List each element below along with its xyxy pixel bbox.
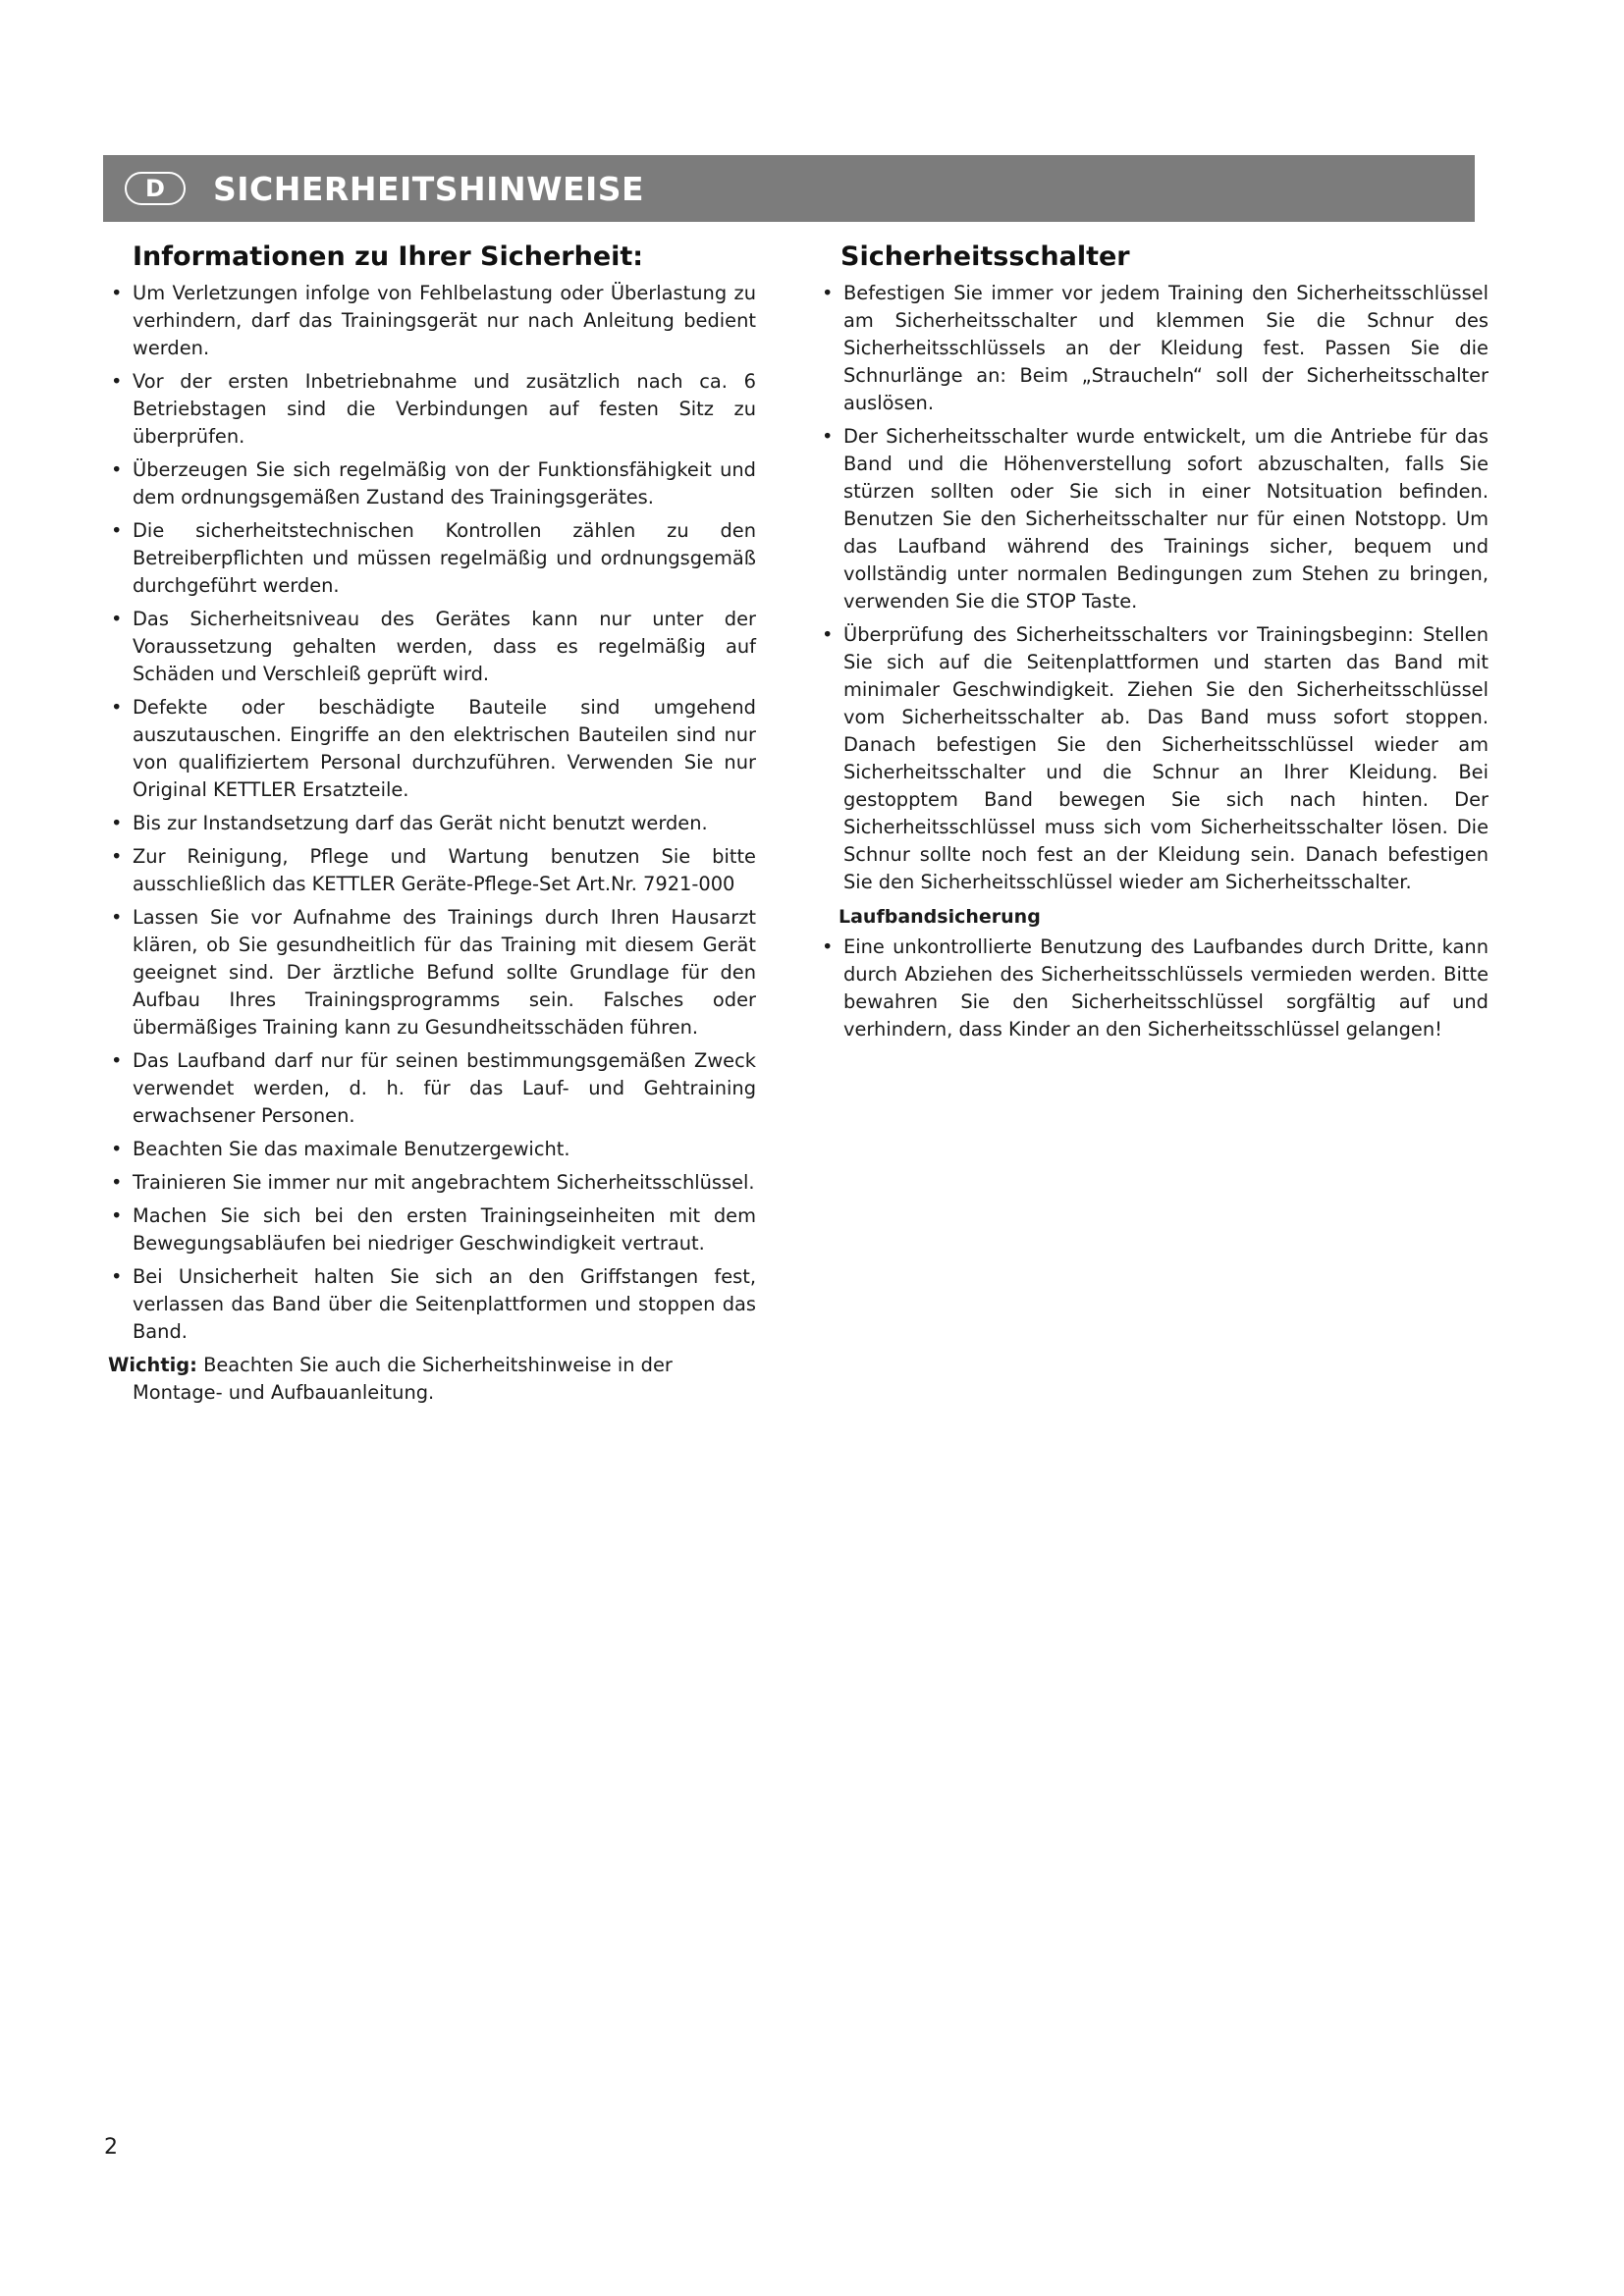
list-item: • Defekte oder beschädigte Bauteile sind umgehend auszutauschen. Eingriffe an den elektrischen Bauteilen sind nur von qualifiziertem Personal durchzuführen. Verwenden Sie nur Original KETTLER Ersatzteile. — [111, 696, 756, 801]
list-item: • Um Verletzungen infolge von Fehlbelastung oder Überlastung zu verhindern, darf das Trainingsgerät nur nach Anleitung bedient werden. — [111, 282, 756, 359]
list-item: • Zur Reinigung, Pflege und Wartung benutzen Sie bitte ausschließlich das KETTLER Geräte-Pflege-Set Art.Nr. 7921-000 — [111, 845, 756, 895]
section-title: SICHERHEITSHINWEISE — [213, 169, 645, 208]
bullet-icon: • — [111, 370, 123, 393]
bullet-icon: • — [111, 519, 123, 542]
list-item: • Bei Unsicherheit halten Sie sich an den Griffstangen fest, verlassen das Band über die Seitenplattformen und stoppen das Band. — [111, 1265, 756, 1343]
list-item: • Trainieren Sie immer nur mit angebrachtem Sicherheitsschlüssel. — [108, 1169, 756, 1197]
list-item: • Überzeugen Sie sich regelmäßig von der Funktionsfähigkeit und dem ordnungsgemäßen Zustand des Trainingsgerätes. — [111, 458, 756, 508]
list-item: • Überprüfung des Sicherheitsschalters vor Trainingsbeginn: Stellen Sie sich auf die Seitenplattformen und starten das Band mit minimaler Geschwindigkeit. Ziehen Sie den Sicherheitsschlüssel vom Sicherheitsschalter ab. Das Band muss sofort stoppen. Danach befestigen Sie den Sicherheitsschlüssel wieder am Sicherheitsschalter und die Schnur an Ihrer Kleidung. Bei gestopptem Band bewegen Sie sich nach hinten. Der Sicherheitsschlüssel muss sich vom Sicherheitsschalter lösen. Die Schnur sollte noch fest an der Kleidung sein. Danach befestigen Sie den Sicherheitsschlüssel wieder am Sicherheitsschalter. — [822, 623, 1489, 893]
right-list — [819, 280, 1489, 896]
right-subheading: Laufbandsicherung — [839, 906, 1041, 928]
note-text: Beachten Sie auch die Sicherheitshinweise in der Montage- und Aufbauanleitung. — [133, 1354, 673, 1404]
right-heading: Sicherheitsschalter — [840, 241, 1130, 272]
bullet-icon: • — [111, 282, 123, 304]
bullet-icon: • — [111, 696, 123, 719]
list-item: • Lassen Sie vor Aufnahme des Trainings durch Ihren Hausarzt klären, ob Sie gesundheitlich für das Training mit diesem Gerät geeignet sind. Der ärztliche Befund sollte Grundlage für den Aufbau Ihres Trainingsprogramms sein. Falsches oder übermäßiges Training kann zu Gesundheitsschäden führen. — [111, 906, 756, 1039]
bullet-icon: • — [111, 458, 123, 481]
list-item: • Befestigen Sie immer vor jedem Training den Sicherheitsschlüssel am Sicherheitsschalter und klemmen Sie die Schnur des Sicherheitsschlüssels an der Kleidung fest. Passen Sie die Schnurlänge an: Beim „Straucheln“ soll der Sicherheitsschalter auslösen. — [822, 282, 1489, 414]
bullet-icon: • — [111, 812, 123, 834]
bullet-icon: • — [111, 1265, 123, 1288]
list-item: • Bis zur Instandsetzung darf das Gerät nicht benutzt werden. — [108, 810, 756, 837]
page-number: 2 — [104, 2135, 118, 2160]
bullet-icon: • — [822, 282, 834, 304]
bullet-icon: • — [111, 1204, 123, 1227]
bullet-icon: • — [822, 623, 834, 646]
bullet-icon: • — [111, 845, 123, 868]
list-item: • Das Laufband darf nur für seinen bestimmungsgemäßen Zweck verwendet werden, d. h. für das Lauf- und Gehtraining erwachsener Personen. — [111, 1049, 756, 1127]
right-sub-list — [819, 934, 1489, 1043]
bullet-icon: • — [822, 425, 834, 448]
list-item: • Eine unkontrollierte Benutzung des Laufbandes durch Dritte, kann durch Abziehen des Sicherheitsschlüssels vermieden werden. Bitte bewahren Sie den Sicherheitsschlüssel sorgfältig auf und verhindern, dass Kinder an den Sicherheitsschlüssel gelangen! — [822, 935, 1489, 1041]
right-column — [819, 241, 1489, 1049]
left-heading: Informationen zu Ihrer Sicherheit: — [133, 241, 644, 272]
list-item: • Der Sicherheitsschalter wurde entwickelt, um die Antriebe für das Band und die Höhenverstellung sofort abzuschalten, falls Sie stürzen sollten oder Sie sich in einer Notsituation befinden. Benutzen Sie den Sicherheitsschalter nur für einen Notstopp. Um das Laufband während des Trainings sicher, bequem und vollständig unter normalen Bedingungen zum Stehen zu bringen, verwenden Sie die STOP Taste. — [822, 425, 1489, 613]
list-item: • Die sicherheitstechnischen Kontrollen zählen zu den Betreiberpflichten und müssen regelmäßig und ordnungsgemäß durchgeführt werden. — [111, 519, 756, 597]
left-column — [108, 241, 756, 1407]
bullet-icon: • — [111, 608, 123, 630]
note-label: Wichtig: — [108, 1354, 197, 1376]
important-note — [108, 1352, 756, 1407]
bullet-icon: • — [822, 935, 834, 958]
bullet-icon: • — [111, 906, 123, 929]
list-item: • Das Sicherheitsniveau des Gerätes kann nur unter der Voraussetzung gehalten werden, dass es regelmäßig auf Schäden und Verschleiß geprüft wird. — [111, 608, 756, 685]
list-item: • Beachten Sie das maximale Benutzergewicht. — [108, 1136, 756, 1163]
list-item: • Machen Sie sich bei den ersten Trainingseinheiten mit dem Bewegungsabläufen bei niedriger Geschwindigkeit vertraut. — [111, 1204, 756, 1255]
bullet-icon: • — [111, 1138, 123, 1160]
left-list — [108, 280, 756, 1346]
bullet-icon: • — [111, 1049, 123, 1072]
bullet-icon: • — [111, 1171, 123, 1194]
language-badge: D — [125, 172, 186, 205]
section-banner — [103, 155, 1475, 222]
list-item: • Vor der ersten Inbetriebnahme und zusätzlich nach ca. 6 Betriebstagen sind die Verbindungen auf festen Sitz zu überprüfen. — [111, 370, 756, 448]
